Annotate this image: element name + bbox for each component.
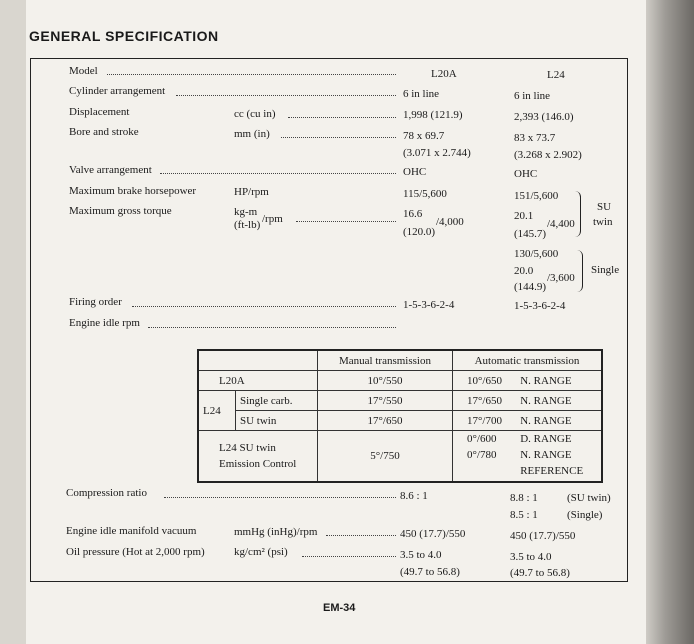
- su-label: SU: [597, 201, 612, 213]
- model-label: Model: [69, 65, 98, 77]
- emission-range-3: REFERENCE: [520, 465, 584, 477]
- oil-l24: 3.5 to 4.0: [510, 551, 552, 563]
- l20a-manual: 10°/550: [318, 371, 453, 391]
- idle-label: Engine idle rpm: [69, 317, 140, 329]
- bhp-l24-single: 130/5,600: [514, 248, 559, 260]
- displacement-l20a: 1,998 (121.9): [403, 109, 463, 121]
- emission-auto-cell: [453, 431, 517, 483]
- single-range: N. RANGE: [516, 391, 602, 411]
- leader-dots: [326, 535, 396, 536]
- idle-rpm-table: [197, 349, 603, 483]
- valve-l20a: OHC: [403, 166, 427, 178]
- emission-range-2: N. RANGE: [520, 449, 572, 461]
- bore-l20a: 78 x 69.7: [403, 130, 445, 142]
- row-l24-label: L24: [198, 391, 236, 431]
- bhp-label: Maximum brake horsepower: [69, 185, 197, 197]
- emission-auto-1: 0°/600: [467, 433, 497, 445]
- oil-l20a: 3.5 to 4.0: [400, 549, 442, 561]
- firing-l24: 1-5-3-6-2-4: [514, 300, 566, 312]
- single-brace: [574, 250, 583, 292]
- torque-l24-su-ft: (145.7): [514, 228, 547, 240]
- compression-l24-single: 8.5 : 1: [510, 509, 538, 521]
- page-edge: [646, 0, 694, 644]
- emission-manual: 5°/750: [318, 431, 453, 483]
- torque-l24-su-kg: 20.1: [514, 210, 534, 222]
- cylinder-l20a: 6 in line: [403, 88, 440, 100]
- torque-label: Maximum gross torque: [69, 205, 172, 217]
- compression-l20a: 8.6 : 1: [400, 490, 428, 502]
- displacement-label: Displacement: [69, 106, 130, 118]
- compression-l24-su: 8.8 : 1: [510, 492, 538, 504]
- vacuum-label: Engine idle manifold vacuum: [66, 525, 197, 537]
- displacement-l24: 2,393 (146.0): [514, 111, 574, 123]
- leader-dots: [176, 95, 396, 96]
- bhp-unit: HP/rpm: [234, 186, 269, 198]
- displacement-unit: cc (cu in): [234, 108, 276, 120]
- emission-label-2: Emission Control: [219, 458, 297, 470]
- bore-unit: mm (in): [234, 128, 270, 140]
- header-manual: Manual transmission: [318, 350, 453, 371]
- torque-l24-single-ft: (144.9): [514, 281, 547, 293]
- header-auto: Automatic transmission: [453, 350, 603, 371]
- single-label: Single: [591, 264, 620, 276]
- leader-dots: [281, 137, 396, 138]
- l20a-auto: 10°/650: [453, 371, 517, 391]
- oil-l24-psi: (49.7 to 56.8): [510, 567, 570, 579]
- compression-l24-su-note: (SU twin): [567, 492, 611, 504]
- torque-l24-single-kg: 20.0: [514, 265, 534, 277]
- vacuum-l20a: 450 (17.7)/550: [400, 528, 466, 540]
- torque-l20a-kg: 16.6: [403, 208, 423, 220]
- compression-label: Compression ratio: [66, 487, 147, 499]
- firing-label: Firing order: [69, 296, 122, 308]
- emission-auto-2: 0°/780: [467, 449, 497, 461]
- bhp-l24-su: 151/5,600: [514, 190, 559, 202]
- single-carb-label: Single carb.: [236, 391, 318, 411]
- bore-l24: 83 x 73.7: [514, 132, 556, 144]
- page-title: GENERAL SPECIFICATION: [29, 28, 219, 44]
- twin-label: twin: [593, 216, 613, 228]
- torque-unit-rpm: /rpm: [262, 213, 283, 225]
- col-l24: L24: [547, 69, 565, 81]
- oil-unit: kg/cm² (psi): [234, 546, 288, 558]
- su-brace: [572, 191, 581, 237]
- leader-dots: [302, 556, 396, 557]
- bore-l24-in: (3.268 x 2.902): [514, 149, 582, 161]
- single-auto: 17°/650: [453, 391, 517, 411]
- single-manual: 17°/550: [318, 391, 453, 411]
- row-l20a-label: L20A: [198, 371, 318, 391]
- su-manual: 17°/650: [318, 411, 453, 431]
- leader-dots: [160, 173, 396, 174]
- valve-l24: OHC: [514, 168, 538, 180]
- emission-label-1: L24 SU twin: [219, 442, 276, 454]
- oil-l20a-psi: (49.7 to 56.8): [400, 566, 460, 578]
- leader-dots: [164, 497, 396, 498]
- torque-unit-ft: (ft-lb): [234, 219, 261, 231]
- su-range: N. RANGE: [516, 411, 602, 431]
- leader-dots: [107, 74, 396, 75]
- compression-l24-single-note: (Single): [567, 509, 603, 521]
- valve-label: Valve arrangement: [69, 164, 152, 176]
- vacuum-l24: 450 (17.7)/550: [510, 530, 576, 542]
- cylinder-label: Cylinder arrangement: [69, 85, 166, 97]
- cylinder-l24: 6 in line: [514, 90, 551, 102]
- page-number: EM-34: [323, 602, 356, 614]
- leader-dots: [296, 221, 396, 222]
- vacuum-unit: mmHg (inHg)/rpm: [234, 526, 318, 538]
- bore-label: Bore and stroke: [69, 126, 139, 138]
- torque-l20a-rpm: /4,000: [436, 216, 464, 228]
- torque-l24-su-rpm: /4,400: [547, 218, 575, 230]
- bore-l20a-in: (3.071 x 2.744): [403, 147, 471, 159]
- l20a-range: N. RANGE: [516, 371, 602, 391]
- oil-label: Oil pressure (Hot at 2,000 rpm): [66, 546, 205, 558]
- leader-dots: [148, 327, 396, 328]
- emission-range-cell: [516, 431, 602, 483]
- su-auto: 17°/700: [453, 411, 517, 431]
- bhp-l20a: 115/5,600: [403, 188, 447, 200]
- su-twin-label: SU twin: [236, 411, 318, 431]
- leader-dots: [132, 306, 396, 307]
- firing-l20a: 1-5-3-6-2-4: [403, 299, 455, 311]
- emission-range-1: D. RANGE: [520, 433, 572, 445]
- emission-label-cell: [198, 431, 318, 483]
- torque-l20a-ft: (120.0): [403, 226, 436, 238]
- col-l20a: L20A: [431, 68, 457, 80]
- torque-unit-kg: kg-m: [234, 206, 258, 218]
- leader-dots: [288, 117, 396, 118]
- torque-l24-single-rpm: /3,600: [547, 272, 575, 284]
